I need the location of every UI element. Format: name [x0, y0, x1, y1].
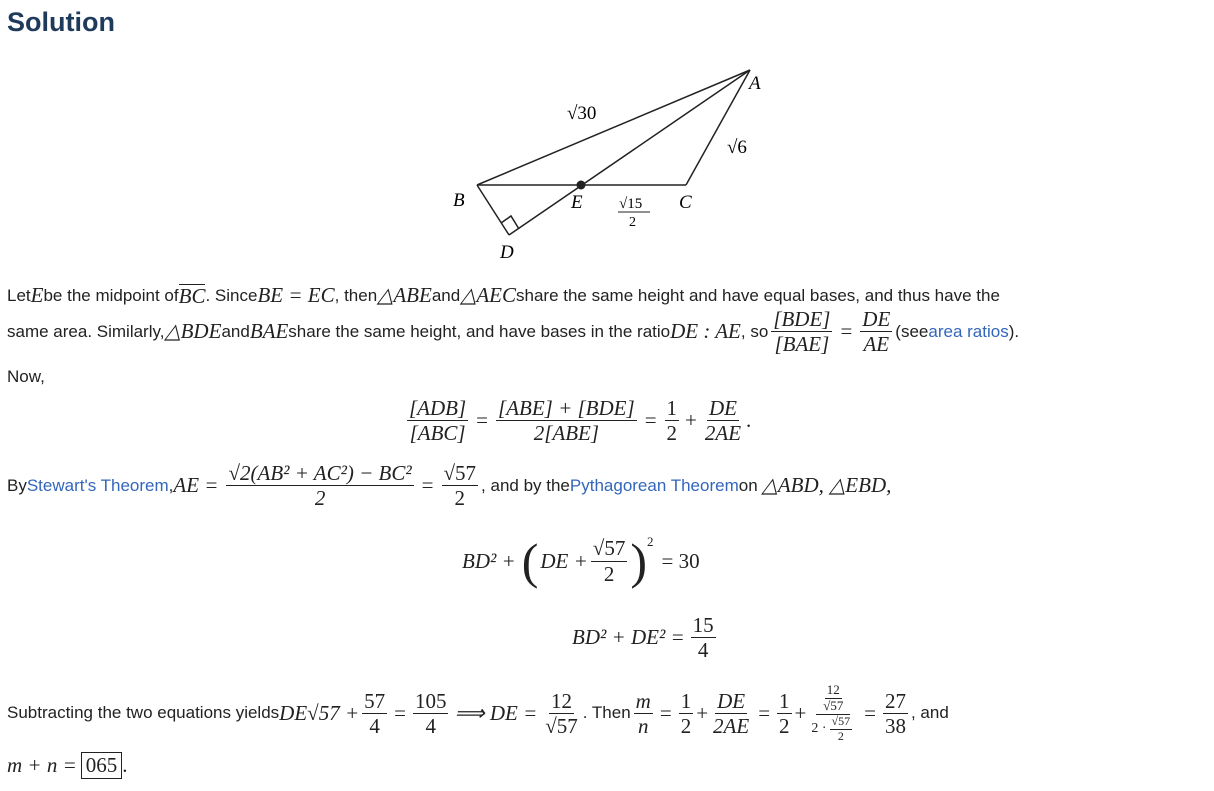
answer-line: m + n = 065 . — [7, 753, 128, 777]
now-text: Now, — [7, 367, 45, 386]
segment-BA — [477, 70, 750, 185]
paragraph-line-1: Let E be the midpoint of BC . Since BE = EC , then △ABE and △AEC share the same height and have equal bases, and thus have the — [7, 283, 1000, 308]
stewarts-theorem-link[interactable]: Stewart's Theorem — [26, 475, 169, 495]
label-EC-den: 2 — [629, 215, 636, 230]
pythagorean-theorem-link[interactable]: Pythagorean Theorem — [569, 475, 739, 495]
label-A: A — [749, 73, 761, 94]
label-B: B — [453, 190, 465, 211]
paragraph-line-2: same area. Similarly, △BDE and BAE share the same height, and have bases in the ratio DE : AE , so $\frac{\text{[BDE]}}{\text{[BAE]}}$ = $\frac{DE}{AE}$ (see area ratios ). — [7, 307, 1020, 357]
boxed-answer: 065 — [81, 752, 123, 779]
label-side-CA: √6 — [727, 137, 747, 158]
midpoint-E — [577, 181, 586, 190]
stewart-line: By Stewart's Theorem , AE = $\frac{\text{√2(AB² + AC²) − BC²}}{2}$ = $\frac{√57}{2}$ , and by the Pythagorean Theorem on △ABD, △EBD, — [7, 461, 892, 511]
label-D: D — [500, 242, 514, 263]
equation-pythag-2: BD² + DE² = $\frac{15}{4}$ — [572, 613, 714, 663]
label-side-BA: √30 — [567, 103, 597, 124]
equation-area-ratio: $\frac{\text{[ADB]}}{\text{[ABC]}}$ = $\frac{\text{[ABE] + [BDE]}}{\text{2[ABE]}}$ = $\frac{1}{2}$ + $\frac{DE}{2AE}$ . — [409, 396, 752, 446]
area-ratios-link[interactable]: area ratios — [928, 321, 1009, 341]
equation-pythag-1: BD² + ( DE + $\frac{√57}{2}$ ) 2 = 30 — [462, 533, 700, 589]
overline-BC: BC — [178, 283, 206, 308]
segment-CA — [686, 70, 750, 185]
page-title: Solution — [7, 7, 115, 37]
final-line: Subtracting the two equations yields DE√57 + $\frac{57}{4}$ = $\frac{105}{4}$ ⟹ DE = $\frac{12}{√57}$ . Then $\frac{m}{n}$ = $\frac{1}{2}$ + $\frac{DE}{2AE}$ = $\frac{1}{2}$ + $\frac{12}{√57}$ 2 · $\frac{√57}{2}$ = $\frac{27}{38}$ , and — [7, 682, 949, 743]
label-C: C — [679, 192, 692, 213]
label-EC-num: √15 — [619, 196, 643, 212]
triangle-diagram — [440, 62, 770, 267]
segment-BD — [477, 185, 509, 235]
label-E: E — [571, 192, 583, 213]
